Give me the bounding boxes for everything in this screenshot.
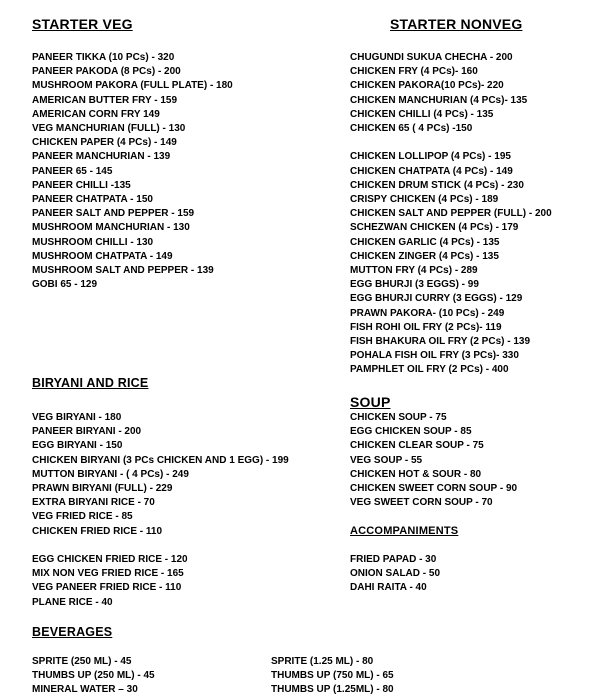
- list-item: PRAWN PAKORA- (10 PCs) - 249: [350, 307, 505, 319]
- beverages-list-left: [32, 655, 155, 698]
- list-item: EGG BIRYANI - 150: [32, 440, 123, 452]
- list-item: FRIED PAPAD - 30: [350, 554, 437, 565]
- list-item: THUMBS UP (250 ML) - 45: [32, 670, 155, 682]
- list-item: CHICKEN SWEET CORN SOUP - 90: [350, 483, 518, 495]
- list-item: SPRITE (250 ML) - 45: [32, 656, 132, 667]
- starter-veg-list: [32, 51, 233, 292]
- list-item: VEG FRIED RICE - 85: [32, 511, 133, 523]
- list-item: CHICKEN FRY (4 PCs)- 160: [350, 66, 478, 78]
- list-item: MUSHROOM MANCHURIAN - 130: [32, 222, 190, 234]
- list-item: PANEER SALT AND PEPPER - 159: [32, 208, 195, 220]
- starter-nonveg-heading: STARTER NONVEG: [390, 16, 523, 32]
- list-item: FISH ROHI OIL FRY (2 PCs)- 119: [350, 321, 502, 333]
- soup-heading: SOUP: [350, 394, 391, 410]
- list-item: CHICKEN CHATPATA (4 PCs) - 149: [350, 165, 513, 177]
- list-item: CHICKEN ZINGER (4 PCs) - 135: [350, 250, 499, 262]
- biryani-list: [32, 411, 289, 610]
- list-item: ONION SALAD - 50: [350, 568, 441, 580]
- list-item: CHICKEN MANCHURIAN (4 PCs)- 135: [350, 94, 528, 106]
- list-item: MUSHROOM CHATPATA - 149: [32, 250, 173, 262]
- list-item: FISH BHAKURA OIL FRY (2 PCs) - 139: [350, 336, 531, 348]
- list-item: EGG CHICKEN SOUP - 85: [350, 426, 472, 438]
- beverages-heading: BEVERAGES: [32, 625, 113, 639]
- list-item: MUSHROOM PAKORA (FULL PLATE) - 180: [32, 80, 233, 92]
- list-item: EGG CHICKEN FRIED RICE - 120: [32, 554, 188, 566]
- list-item: VEG BIRYANI - 180: [32, 412, 122, 423]
- list-item: CHICKEN LOLLIPOP (4 PCs) - 195: [350, 151, 511, 163]
- list-item: PANEER BIRYANI - 200: [32, 426, 142, 438]
- list-item: CHICKEN HOT & SOUR - 80: [350, 468, 482, 480]
- list-item: CHICKEN SALT AND PEPPER (FULL) - 200: [350, 208, 552, 220]
- list-item: PANEER MANCHURIAN - 139: [32, 151, 171, 163]
- list-item: DAHI RAITA - 40: [350, 582, 427, 594]
- list-item: MUTTON FRY (4 PCs) - 289: [350, 265, 478, 277]
- list-item: CHICKEN SOUP - 75: [350, 412, 447, 423]
- list-item: POHALA FISH OIL FRY (3 PCs)- 330: [350, 350, 519, 362]
- list-item: PLANE RICE - 40: [32, 596, 113, 608]
- list-item: CHICKEN CHILLI (4 PCs) - 135: [350, 108, 494, 120]
- list-item: PRAWN BIRYANI (FULL) - 229: [32, 483, 173, 495]
- list-item: MUSHROOM CHILLI - 130: [32, 236, 154, 248]
- list-item: CRISPY CHICKEN (4 PCs) - 189: [350, 194, 499, 206]
- list-item: CHICKEN CLEAR SOUP - 75: [350, 440, 484, 452]
- list-item: AMERICAN BUTTER FRY - 159: [32, 94, 178, 106]
- list-item: THUMBS UP (1.25ML) - 80: [271, 684, 394, 696]
- list-item: GOBI 65 - 129: [32, 279, 98, 291]
- starter-nonveg-list: [350, 51, 552, 378]
- list-item: PANEER PAKODA (8 PCs) - 200: [32, 66, 181, 78]
- beverages-list-right: [271, 655, 394, 698]
- list-item: MUSHROOM SALT AND PEPPER - 139: [32, 265, 214, 277]
- list-item: PAMPHLET OIL FRY (2 PCs) - 400: [350, 364, 509, 376]
- list-item: MUTTON BIRYANI - ( 4 PCs) - 249: [32, 468, 189, 480]
- list-item: SPRITE (1.25 ML) - 80: [271, 656, 374, 667]
- list-item: EXTRA BIRYANI RICE - 70: [32, 497, 155, 509]
- list-item: CHICKEN PAKORA(10 PCs)- 220: [350, 80, 504, 92]
- soup-list: [350, 411, 517, 510]
- list-item: CHICKEN BIRYANI (3 PCs CHICKEN AND 1 EGG) - 199: [32, 454, 289, 466]
- list-item: CHICKEN 65 ( 4 PCs) -150: [350, 123, 473, 135]
- list-item: PANEER CHATPATA - 150: [32, 194, 153, 206]
- biryani-heading: BIRYANI AND RICE: [32, 376, 149, 390]
- list-item: VEG PANEER FRIED RICE - 110: [32, 582, 182, 594]
- list-item: PANEER 65 - 145: [32, 165, 113, 177]
- list-item: CHICKEN FRIED RICE - 110: [32, 525, 163, 537]
- list-item: VEG MANCHURIAN (FULL) - 130: [32, 123, 186, 135]
- list-item: PANEER TIKKA (10 PCs) - 320: [32, 52, 175, 63]
- list-item: VEG SOUP - 55: [350, 454, 423, 466]
- list-item: MIX NON VEG FRIED RICE - 165: [32, 568, 184, 580]
- list-item: CHICKEN PAPER (4 PCs) - 149: [32, 137, 177, 149]
- list-item: EGG BHURJI (3 EGGS) - 99: [350, 279, 479, 291]
- starter-veg-heading: STARTER VEG: [32, 16, 133, 32]
- list-item: CHICKEN GARLIC (4 PCs) - 135: [350, 236, 500, 248]
- list-item: MINERAL WATER – 30: [32, 684, 138, 696]
- list-item: VEG SWEET CORN SOUP - 70: [350, 497, 493, 509]
- list-item: THUMBS UP (750 ML) - 65: [271, 670, 394, 682]
- list-item: CHICKEN DRUM STICK (4 PCs) - 230: [350, 179, 524, 191]
- list-item: PANEER CHILLI -135: [32, 179, 131, 191]
- list-item: CHUGUNDI SUKUA CHECHA - 200: [350, 52, 513, 63]
- list-item: SCHEZWAN CHICKEN (4 PCs) - 179: [350, 222, 519, 234]
- accompaniments-heading: ACCOMPANIMENTS: [350, 525, 459, 537]
- list-item: EGG BHURJI CURRY (3 EGGS) - 129: [350, 293, 523, 305]
- accompaniments-list: [350, 553, 440, 596]
- list-item: AMERICAN CORN FRY 149: [32, 108, 160, 120]
